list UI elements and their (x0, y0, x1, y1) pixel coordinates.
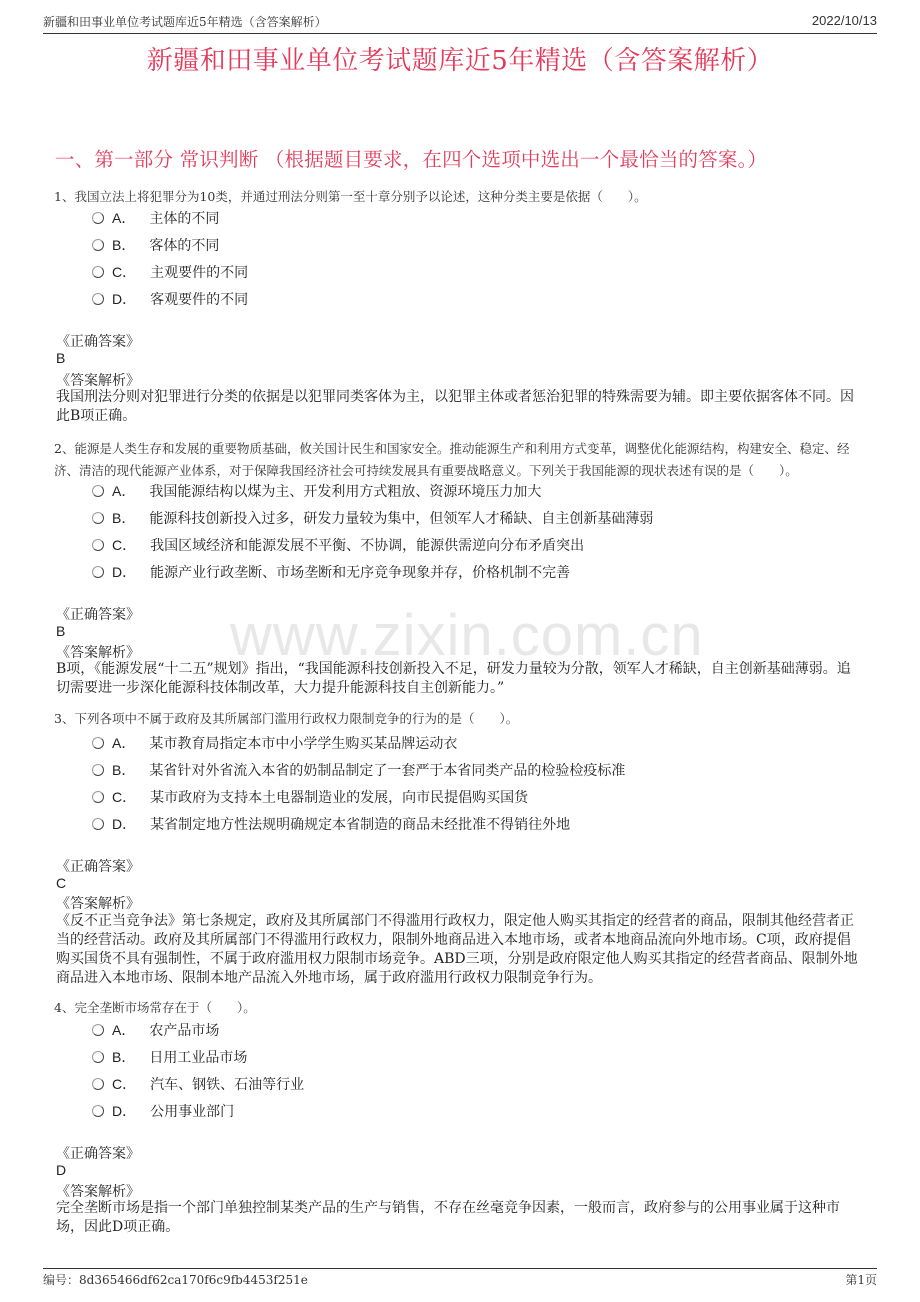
question-2-answer: B (56, 623, 66, 639)
footer-page-number: 第1页 (845, 1273, 877, 1287)
radio-icon[interactable] (92, 1051, 104, 1063)
radio-icon[interactable] (92, 293, 104, 305)
radio-icon[interactable] (92, 512, 104, 524)
question-2-option-a[interactable]: A． 我国能源结构以煤为主、开发利用方式粗放、资源环境压力加大 (92, 481, 541, 501)
question-1-stem: 1、我国立法上将犯罪分为10类，并通过刑法分则第一至十章分别予以论述，这种分类主要是依据（ ）。 (54, 189, 647, 204)
question-3-stem: 3、下列各项中不属于政府及其所属部门滥用行政权力限制竞争的行为的是（ ）。 (54, 711, 519, 726)
question-1-explanation: 我国刑法分则对犯罪进行分类的依据是以犯罪同类客体为主，以犯罪主体或者惩治犯罪的特殊需要为辅。即主要依据客体不同。因此B项正确。 (56, 389, 854, 424)
question-2-option-c[interactable]: C． 我国区域经济和能源发展不平衡、不协调，能源供需逆向分布矛盾突出 (92, 535, 584, 555)
question-1-option-b[interactable]: B． 客体的不同 (92, 235, 219, 255)
radio-icon[interactable] (92, 737, 104, 749)
question-4-analysis-label: 《答案解析》 (56, 1184, 140, 1200)
question-2-analysis-label: 《答案解析》 (56, 645, 140, 661)
question-4-answer: D (56, 1162, 67, 1178)
question-4-option-d[interactable]: D． 公用事业部门 (92, 1101, 234, 1121)
page-header (43, 13, 877, 34)
radio-icon[interactable] (92, 566, 104, 578)
question-1-answer: B (56, 350, 66, 366)
question-3-answer-label: 《正确答案》 (56, 859, 140, 875)
question-4-answer-label: 《正确答案》 (56, 1146, 140, 1162)
question-3-answer: C (56, 875, 67, 891)
footer-id: 编号：8d365466df62ca170f6c9fb4453f251e (43, 1273, 308, 1287)
question-2-option-b[interactable]: B． 能源科技创新投入过多，研发力量较为集中，但领军人才稀缺、自主创新基础薄弱 (92, 508, 653, 528)
radio-icon[interactable] (92, 791, 104, 803)
question-4-option-c[interactable]: C． 汽车、钢铁、石油等行业 (92, 1074, 304, 1094)
radio-icon[interactable] (92, 239, 104, 251)
header-doc-name: 新疆和田事业单位考试题库近5年精选（含答案解析） (43, 15, 327, 29)
radio-icon[interactable] (92, 1078, 104, 1090)
question-2-stem: 2、能源是人类生存和发展的重要物质基础，攸关国计民生和国家安全。推动能源生产和利用方式变革，调整优化能源结构，构建安全、稳定、经济、清洁的现代能源产业体系，对于保障我国经济社会可持续发展具有重要战略意义。下列关于我国能源的现状表述有误的是（ ）。 (54, 441, 850, 478)
radio-icon[interactable] (92, 764, 104, 776)
radio-icon[interactable] (92, 266, 104, 278)
question-4-stem: 4、完全垄断市场常存在于（ ）。 (54, 1000, 256, 1015)
question-4-option-a[interactable]: A． 农产品市场 (92, 1020, 219, 1040)
radio-icon[interactable] (92, 1105, 104, 1117)
question-3-option-c[interactable]: C． 某市政府为支持本土电器制造业的发展，向市民提倡购买国货 (92, 787, 528, 807)
watermark: www.zixin.com.cn (230, 603, 704, 668)
question-3-option-a[interactable]: A． 某市教育局指定本市中小学学生购买某品牌运动衣 (92, 733, 457, 753)
question-1-option-d[interactable]: D． 客观要件的不同 (92, 289, 248, 309)
radio-icon[interactable] (92, 212, 104, 224)
page-footer (43, 1268, 877, 1287)
question-2-answer-label: 《正确答案》 (56, 607, 140, 623)
radio-icon[interactable] (92, 539, 104, 551)
question-3-option-d[interactable]: D． 某省制定地方性法规明确规定本省制造的商品未经批准不得销往外地 (92, 814, 570, 834)
question-1-answer-label: 《正确答案》 (56, 334, 140, 350)
section-title: 一、第一部分 常识判断 （根据题目要求，在四个选项中选出一个最恰当的答案。） (55, 148, 768, 171)
question-4-option-b[interactable]: B． 日用工业品市场 (92, 1047, 247, 1067)
question-1-option-a[interactable]: A． 主体的不同 (92, 208, 219, 228)
question-3-explanation: 《反不正当竞争法》第七条规定，政府及其所属部门不得滥用行政权力，限定他人购买其指定的经营者的商品，限制其他经营者正当的经营活动。政府及其所属部门不得滥用行政权力，限制外地商品进入本地市场，或者本地商品流向外地市场。C项，政府提倡购买国货不具有强制性，不属于政府滥用权力限制市场竞争。ABD三项，分别是政府限定他人购买其指定的经营者商品、限制外地商品进入本地市场、限制本地产品流入外地市场，属于政府滥用行政权力限制竞争行为。 (56, 913, 858, 986)
radio-icon[interactable] (92, 485, 104, 497)
radio-icon[interactable] (92, 818, 104, 830)
question-3-analysis-label: 《答案解析》 (56, 896, 140, 912)
question-1-option-c[interactable]: C． 主观要件的不同 (92, 262, 248, 282)
question-3-option-b[interactable]: B． 某省针对外省流入本省的奶制品制定了一套严于本省同类产品的检验检疫标准 (92, 760, 625, 780)
radio-icon[interactable] (92, 1024, 104, 1036)
question-2-explanation: B项，《能源发展“十二五”规划》指出，“我国能源科技创新投入不足，研发力量较为分散，领军人才稀缺，自主创新基础薄弱。追切需要进一步深化能源科技体制改革，大力提升能源科技自主创新能力。” (56, 661, 851, 696)
document-title: 新疆和田事业单位考试题库近5年精选（含答案解析） (146, 46, 774, 76)
question-2-option-d[interactable]: D． 能源产业行政垄断、市场垄断和无序竞争现象并存，价格机制不完善 (92, 562, 570, 582)
question-1-analysis-label: 《答案解析》 (56, 373, 140, 389)
question-4-explanation: 完全垄断市场是指一个部门单独控制某类产品的生产与销售，不存在丝毫竞争因素，一般而言，政府参与的公用事业属于这种市场，因此D项正确。 (56, 1200, 840, 1235)
header-date: 2022/10/13 (811, 13, 877, 28)
